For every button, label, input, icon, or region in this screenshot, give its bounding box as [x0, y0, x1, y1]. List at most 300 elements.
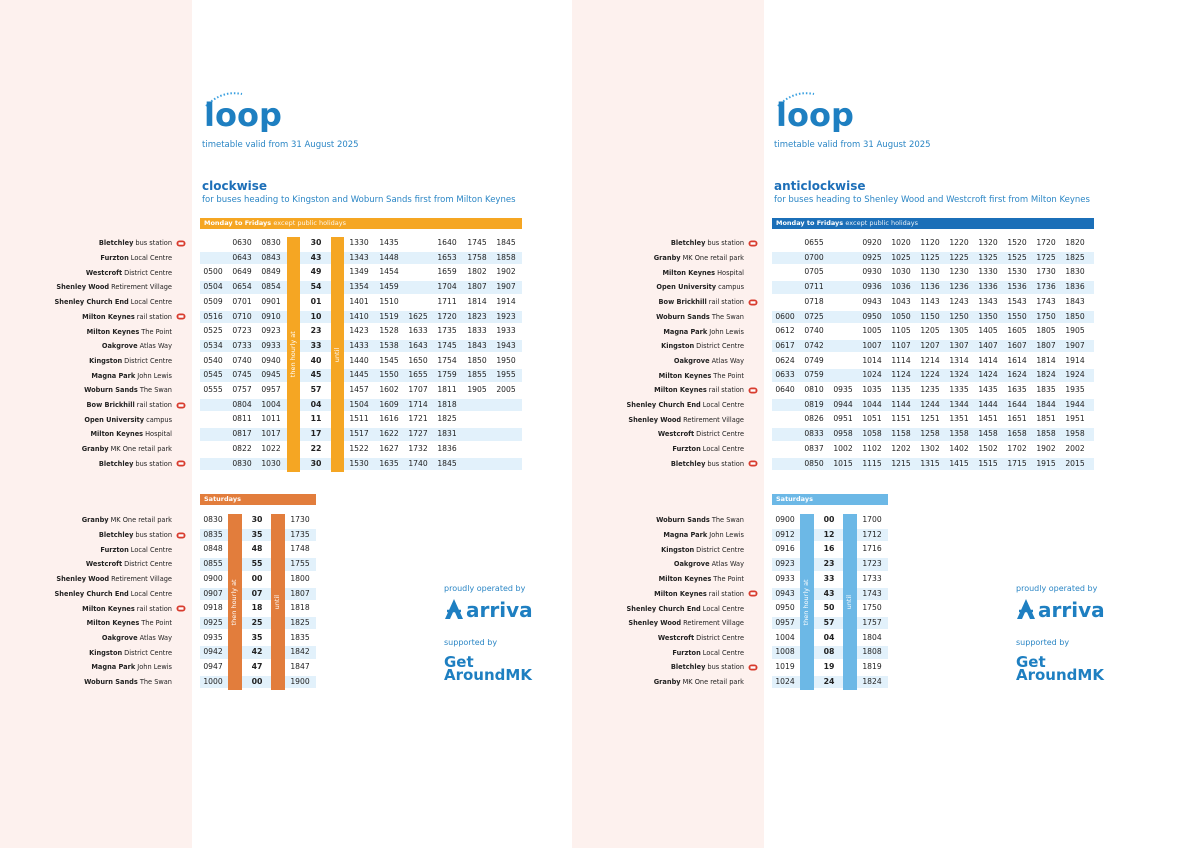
- stop-name: [572, 427, 758, 442]
- time-cell: 1011: [261, 414, 281, 424]
- time-cell: 1651: [1007, 414, 1027, 424]
- time-cell: 1405: [978, 326, 998, 336]
- time-cell: 1230: [949, 267, 969, 277]
- time-cell: 1818: [290, 603, 310, 613]
- operated-by-label: proudly operated by: [444, 584, 526, 593]
- minutes-past-hour: 04: [310, 399, 322, 409]
- rail-station-icon: [176, 460, 186, 467]
- stop-place: Kingston: [661, 545, 695, 554]
- minutes-past-hour: 24: [823, 676, 835, 686]
- stop-place: Milton Keynes: [658, 371, 712, 380]
- time-cell: [200, 237, 226, 250]
- time-cell: 1824: [862, 676, 882, 686]
- time-cell: 0833: [804, 429, 824, 439]
- stop-name: [572, 572, 758, 587]
- time-cell: 0534: [203, 340, 223, 350]
- time-cell: 0950: [775, 603, 795, 613]
- time-cell: 1715: [1007, 458, 1027, 468]
- stop-name: [0, 528, 186, 543]
- time-cell: 1802: [467, 267, 487, 277]
- stop-place: Furzton: [100, 254, 129, 263]
- time-cell: 1050: [891, 311, 911, 321]
- time-cell: 1435: [978, 385, 998, 394]
- time-cell: 0848: [203, 544, 223, 554]
- minutes-past-hour: 50: [823, 603, 835, 613]
- stop-location: rail station: [136, 312, 172, 321]
- time-cell: 0951: [833, 414, 853, 424]
- minutes-past-hour: 07: [251, 588, 263, 598]
- getaround-line1: Get: [1016, 653, 1046, 671]
- time-cell: 1914: [496, 296, 516, 306]
- stop-place: Shenley Church End: [626, 401, 701, 410]
- stop-place: Woburn Sands: [84, 386, 138, 395]
- time-cell: 1900: [290, 676, 310, 686]
- direction-title: clockwise: [202, 179, 268, 193]
- getaround-line1: Get: [444, 653, 474, 671]
- stop-location: John Lewis: [709, 531, 744, 540]
- stop-place: Bletchley: [670, 239, 706, 248]
- stop-name: [572, 398, 758, 413]
- stop-location: rail station: [708, 589, 744, 598]
- stop-place: Bletchley: [98, 531, 134, 540]
- time-cell: 0617: [775, 340, 795, 350]
- time-cell: 1517: [349, 429, 369, 439]
- time-cell: 1424: [978, 370, 998, 380]
- time-cell: 1727: [408, 429, 428, 439]
- stop-place: Milton Keynes: [654, 589, 707, 598]
- stop-name: [0, 398, 186, 413]
- time-cell: 1007: [862, 340, 882, 350]
- supported-by-label: supported by: [1016, 638, 1070, 647]
- stop-place: Kingston: [89, 356, 123, 365]
- time-cell: 1658: [1007, 429, 1027, 439]
- time-cell: 1343: [349, 252, 369, 262]
- time-cell: 1835: [290, 632, 310, 642]
- time-cell: [493, 399, 519, 412]
- minutes-past-hour: 57: [310, 385, 322, 394]
- stop-name: [572, 542, 758, 557]
- stop-place: Bow Brickhill: [658, 298, 707, 307]
- time-cell: 1905: [467, 385, 487, 394]
- time-cell: 1528: [379, 326, 399, 336]
- time-cell: 0916: [775, 544, 795, 554]
- stop-name: [0, 368, 186, 383]
- time-cell: 1745: [467, 238, 487, 247]
- time-cell: 1120: [920, 238, 940, 247]
- time-cell: 1504: [349, 399, 369, 409]
- time-cell: 1344: [949, 399, 969, 409]
- time-cell: [772, 413, 798, 426]
- time-cell: 1224: [920, 370, 940, 380]
- time-cell: [464, 399, 490, 412]
- minutes-past-hour: 12: [823, 529, 835, 539]
- arriva-wordmark: arriva: [1038, 598, 1105, 622]
- time-cell: 0817: [232, 429, 252, 439]
- stop-name: [572, 354, 758, 369]
- minutes-past-hour: 10: [310, 311, 322, 321]
- stop-name: [572, 631, 758, 646]
- time-cell: 1955: [496, 370, 516, 380]
- stop-name: [0, 616, 186, 631]
- loop-logo: [200, 86, 290, 132]
- minutes-past-hour: 22: [310, 443, 322, 453]
- minutes-past-hour: 08: [823, 647, 835, 657]
- time-cell: 1850: [467, 355, 487, 365]
- time-cell: [200, 399, 226, 412]
- time-cell: 1704: [437, 282, 457, 292]
- stop-place: Shenley Church End: [626, 604, 701, 613]
- time-cell: 0624: [775, 355, 795, 365]
- time-cell: 1650: [408, 355, 428, 365]
- stop-location: campus: [146, 415, 172, 424]
- stop-place: Shenley Church End: [54, 298, 129, 307]
- minutes-past-hour: 45: [310, 370, 322, 380]
- minutes-past-hour: 01: [310, 296, 322, 306]
- time-cell: 1330: [978, 267, 998, 277]
- stop-place: Shenley Wood: [628, 619, 682, 628]
- stop-name: [0, 412, 186, 427]
- stop-name: [572, 295, 758, 310]
- time-cell: 0901: [261, 296, 281, 306]
- stop-location: District Centre: [696, 545, 744, 554]
- until-label: until: [333, 347, 341, 362]
- arriva-logo-mark: [1016, 598, 1036, 620]
- time-cell: 0612: [775, 326, 795, 336]
- minutes-past-hour: 16: [823, 544, 835, 554]
- stop-location: Retirement Village: [683, 619, 744, 628]
- time-cell: 1907: [496, 282, 516, 292]
- time-cell: 1836: [1065, 282, 1085, 292]
- loop-logo-graphic: [772, 86, 862, 132]
- time-cell: 0920: [862, 238, 882, 247]
- stop-name: [0, 601, 186, 616]
- time-cell: 1143: [920, 296, 940, 306]
- time-cell: 1609: [379, 399, 399, 409]
- time-cell: 1622: [379, 429, 399, 439]
- until-label: until: [845, 595, 853, 610]
- time-cell: 1024: [775, 676, 795, 686]
- minutes-past-hour: 54: [310, 282, 322, 292]
- time-cell: 1819: [862, 662, 882, 671]
- stop-location: District Centre: [124, 560, 172, 569]
- time-cell: 1410: [349, 311, 369, 321]
- time-cell: 1754: [437, 355, 457, 365]
- time-cell: [493, 458, 519, 471]
- time-cell: 1350: [978, 311, 998, 321]
- stop-name: [572, 339, 758, 354]
- supported-by-label: supported by: [444, 638, 498, 647]
- time-cell: [200, 428, 226, 441]
- time-cell: [405, 252, 431, 265]
- time-cell: 1151: [891, 414, 911, 424]
- time-cell: 1519: [379, 311, 399, 321]
- time-cell: 1414: [978, 355, 998, 365]
- stop-location: The Swan: [139, 678, 172, 687]
- time-cell: 1902: [496, 267, 516, 277]
- time-cell: 0700: [804, 252, 824, 262]
- time-cell: 0500: [203, 267, 223, 277]
- stop-location: John Lewis: [137, 663, 172, 672]
- time-cell: 1125: [920, 252, 940, 262]
- stop-name: [572, 513, 758, 528]
- time-cell: 1933: [496, 326, 516, 336]
- time-cell: [464, 428, 490, 441]
- time-cell: 1820: [1065, 238, 1085, 247]
- time-cell: 1714: [408, 399, 428, 409]
- time-cell: 0849: [261, 267, 281, 277]
- time-cell: 0504: [203, 282, 223, 292]
- stop-location: Retirement Village: [111, 575, 172, 584]
- time-cell: 1307: [949, 340, 969, 350]
- time-cell: 0633: [775, 370, 795, 380]
- minutes-past-hour: 18: [251, 603, 263, 613]
- time-cell: 0947: [203, 662, 223, 671]
- time-cell: 1758: [467, 252, 487, 262]
- stop-name: [0, 631, 186, 646]
- time-cell: 1733: [862, 573, 882, 583]
- time-cell: 1058: [862, 429, 882, 439]
- stop-place: Westcroft: [657, 633, 695, 642]
- time-cell: 0649: [232, 267, 252, 277]
- stop-place: Oakgrove: [101, 633, 138, 642]
- stop-place: Shenley Wood: [56, 575, 110, 584]
- stop-location: Hospital: [717, 268, 744, 277]
- stop-place: Milton Keynes: [654, 386, 707, 395]
- time-cell: 1700: [862, 515, 882, 524]
- minutes-past-hour: 35: [251, 632, 263, 642]
- saturday-band: Saturdays: [772, 494, 888, 505]
- minutes-past-hour: 42: [251, 647, 263, 657]
- stop-place: Shenley Church End: [54, 589, 129, 598]
- stop-location: Local Centre: [130, 254, 172, 263]
- time-cell: 1935: [1065, 385, 1085, 394]
- stop-name: [572, 442, 758, 457]
- stop-location: Local Centre: [702, 648, 744, 657]
- time-cell: 0525: [203, 326, 223, 336]
- time-cell: 0900: [775, 515, 795, 524]
- time-cell: [830, 296, 856, 309]
- time-cell: [493, 413, 519, 426]
- time-cell: 0958: [833, 429, 853, 439]
- time-cell: 1243: [949, 296, 969, 306]
- time-cell: 1004: [261, 399, 281, 409]
- time-cell: 1002: [833, 443, 853, 453]
- time-cell: [830, 325, 856, 338]
- time-cell: 0742: [804, 340, 824, 350]
- time-cell: 1633: [408, 326, 428, 336]
- getaround-line2: AroundMK: [444, 666, 532, 684]
- time-cell: 1458: [978, 429, 998, 439]
- time-cell: 1244: [920, 399, 940, 409]
- time-cell: 1415: [949, 458, 969, 468]
- stop-place: Granby: [653, 678, 681, 687]
- time-cell: 1614: [1007, 355, 1027, 365]
- time-cell: [405, 296, 431, 309]
- stop-place: Open University: [84, 415, 145, 424]
- time-cell: 1844: [1036, 399, 1056, 409]
- time-cell: 1525: [1007, 252, 1027, 262]
- time-cell: 1530: [349, 458, 369, 468]
- time-cell: 1035: [862, 385, 882, 394]
- stop-name: [572, 383, 758, 398]
- time-cell: 1030: [891, 267, 911, 277]
- time-cell: 1836: [437, 443, 457, 453]
- time-cell: 1043: [891, 296, 911, 306]
- time-cell: 1833: [467, 326, 487, 336]
- time-cell: 0723: [232, 326, 252, 336]
- rail-station-icon: [176, 313, 186, 320]
- time-cell: 0725: [804, 311, 824, 321]
- time-cell: [830, 311, 856, 324]
- time-cell: 1730: [1036, 267, 1056, 277]
- stop-location: Retirement Village: [683, 415, 744, 424]
- time-cell: [830, 237, 856, 250]
- minutes-past-hour: 43: [823, 588, 835, 598]
- time-cell: 1423: [349, 326, 369, 336]
- time-cell: 1510: [379, 296, 399, 306]
- time-cell: 1220: [949, 238, 969, 247]
- time-cell: 1943: [496, 340, 516, 350]
- time-cell: 1550: [379, 370, 399, 380]
- stop-location: Local Centre: [702, 445, 744, 454]
- stop-place: Furzton: [672, 648, 701, 657]
- rail-station-icon: [176, 605, 186, 612]
- time-cell: 1743: [862, 588, 882, 598]
- validity-text: timetable valid from 31 August 2025: [774, 140, 931, 150]
- direction-subtitle: for buses heading to Kingston and Woburn Sands first from Milton Keynes: [202, 195, 516, 205]
- time-cell: [200, 458, 226, 471]
- time-cell: 1520: [1007, 238, 1027, 247]
- time-cell: 0759: [804, 370, 824, 380]
- stop-place: Magna Park: [663, 327, 708, 336]
- getaround-logo: [1016, 653, 1104, 684]
- time-cell: 1105: [891, 326, 911, 336]
- svg-text:loop: loop: [776, 96, 854, 132]
- time-cell: 1451: [978, 414, 998, 424]
- time-cell: 1205: [920, 326, 940, 336]
- stop-location: Atlas Way: [711, 560, 744, 569]
- time-cell: 1745: [437, 340, 457, 350]
- stop-location: The Point: [713, 575, 744, 584]
- time-cell: 1324: [949, 370, 969, 380]
- time-cell: 0843: [261, 252, 281, 262]
- time-cell: 1349: [349, 267, 369, 277]
- time-cell: 0935: [833, 385, 853, 394]
- time-cell: 1457: [349, 385, 369, 394]
- time-cell: 0945: [261, 370, 281, 380]
- stop-location: District Centre: [124, 356, 172, 365]
- arriva-logo-mark: [444, 598, 464, 620]
- stop-name: [572, 675, 758, 690]
- time-cell: 1807: [467, 282, 487, 292]
- time-cell: 0811: [232, 414, 252, 424]
- time-cell: 0718: [804, 296, 824, 306]
- time-cell: 0819: [804, 399, 824, 409]
- time-cell: 1351: [949, 414, 969, 424]
- stop-location: MK One retail park: [110, 516, 172, 525]
- minutes-past-hour: 17: [310, 429, 322, 439]
- time-cell: 0701: [232, 296, 252, 306]
- time-cell: 1215: [891, 458, 911, 468]
- time-cell: 1851: [1036, 414, 1056, 424]
- time-cell: 1757: [862, 617, 882, 627]
- stop-name: [572, 660, 758, 675]
- time-cell: 1842: [290, 647, 310, 657]
- time-cell: 1907: [1065, 340, 1085, 350]
- time-cell: [493, 428, 519, 441]
- stop-name: [572, 324, 758, 339]
- time-cell: 1830: [1065, 267, 1085, 277]
- stop-name: [0, 324, 186, 339]
- stop-name: [572, 645, 758, 660]
- time-cell: 0925: [862, 252, 882, 262]
- stop-name: [0, 557, 186, 572]
- stop-place: Oakgrove: [673, 560, 710, 569]
- minutes-past-hour: 47: [251, 662, 263, 671]
- time-cell: 1735: [437, 326, 457, 336]
- time-cell: 0740: [232, 355, 252, 365]
- time-cell: 1302: [920, 443, 940, 453]
- rail-station-icon: [176, 532, 186, 539]
- time-cell: 1536: [1007, 282, 1027, 292]
- time-cell: 1702: [1007, 443, 1027, 453]
- minutes-past-hour: 55: [251, 559, 263, 569]
- time-cell: 0907: [203, 588, 223, 598]
- rail-station-icon: [748, 387, 758, 394]
- time-cell: 1723: [862, 559, 882, 569]
- stop-name: [572, 601, 758, 616]
- time-cell: 0936: [862, 282, 882, 292]
- time-cell: 1624: [1007, 370, 1027, 380]
- time-cell: 1800: [290, 573, 310, 583]
- stop-place: Westcroft: [657, 430, 695, 439]
- time-cell: 1335: [949, 385, 969, 394]
- getaround-line2: AroundMK: [1016, 666, 1104, 684]
- time-cell: 1136: [920, 282, 940, 292]
- time-cell: 1024: [862, 370, 882, 380]
- stop-location: MK One retail park: [682, 678, 744, 687]
- time-cell: 1644: [1007, 399, 1027, 409]
- time-cell: 1025: [891, 252, 911, 262]
- stop-location: bus station: [135, 459, 172, 468]
- time-cell: 1250: [949, 311, 969, 321]
- time-cell: 1015: [833, 458, 853, 468]
- stop-location: District Centre: [696, 430, 744, 439]
- rail-station-icon: [176, 240, 186, 247]
- stop-place: Milton Keynes: [90, 430, 144, 439]
- time-cell: [772, 252, 798, 265]
- arriva-wordmark: arriva: [466, 598, 533, 622]
- stop-location: bus station: [707, 239, 744, 248]
- time-cell: 0600: [775, 311, 795, 321]
- time-cell: 1835: [1036, 385, 1056, 394]
- time-cell: 1824: [1036, 370, 1056, 380]
- time-cell: 1825: [1065, 252, 1085, 262]
- time-cell: 1459: [379, 282, 399, 292]
- time-cell: 1402: [949, 443, 969, 453]
- time-cell: 1743: [1036, 296, 1056, 306]
- time-cell: [772, 266, 798, 279]
- time-cell: 0654: [232, 282, 252, 292]
- stop-name: [572, 412, 758, 427]
- minutes-past-hour: 23: [310, 326, 322, 336]
- time-cell: 1343: [978, 296, 998, 306]
- time-cell: 1721: [408, 414, 428, 424]
- stop-location: Atlas Way: [139, 342, 172, 351]
- time-cell: 1845: [496, 238, 516, 247]
- stop-place: Milton Keynes: [86, 619, 140, 628]
- stop-place: Open University: [656, 283, 717, 292]
